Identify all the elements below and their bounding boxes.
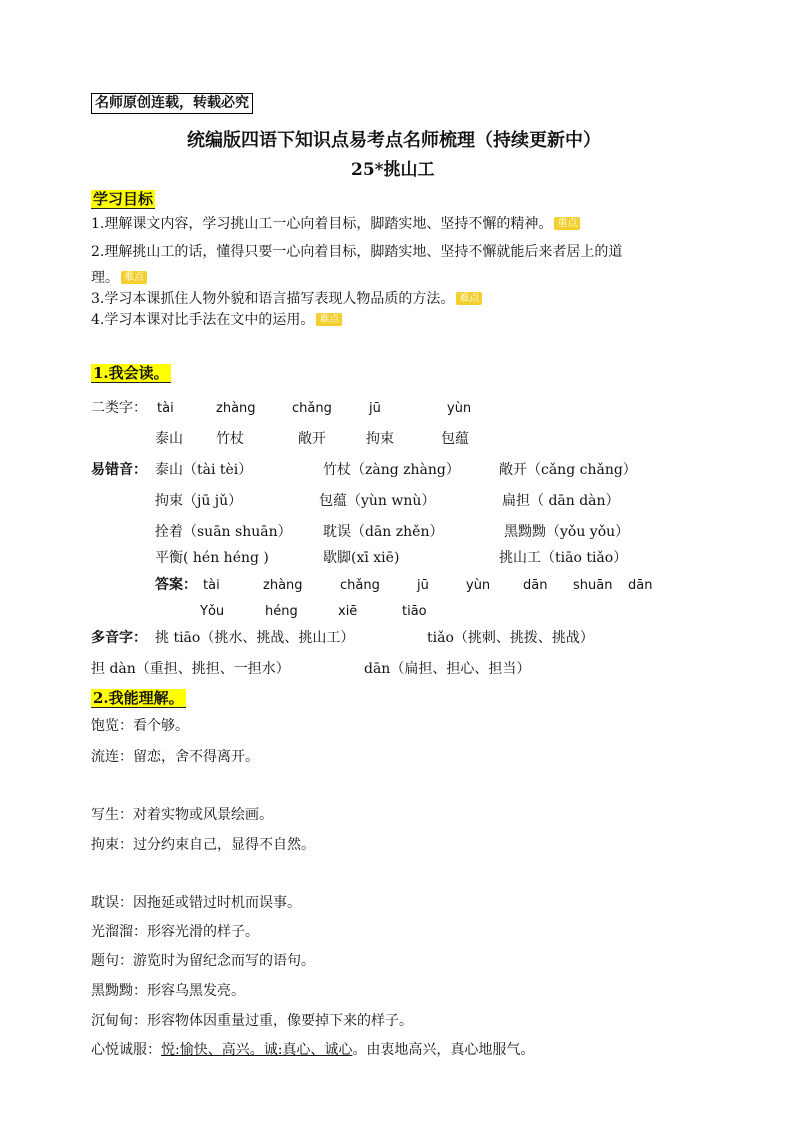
goal-item	[91, 289, 482, 309]
section1-heading	[91, 362, 171, 383]
goal-item	[91, 310, 342, 330]
erlei-pinyin: zhàng	[216, 401, 256, 416]
yicuo-item: 拴着（suān shuān）	[155, 524, 292, 540]
answer-pinyin: xiē	[338, 604, 358, 619]
erlei-word: 拘束	[366, 431, 394, 447]
yicuo-item: 包蕴（yùn wnù）	[319, 493, 436, 509]
definition: 拘束：过分约束自己，显得不自然。	[91, 837, 315, 853]
answer-pinyin: Yǒu	[200, 604, 225, 619]
yicuo-item: 竹杖（zàng zhàng）	[323, 462, 460, 478]
difficult-point-badge: 难点	[316, 313, 342, 326]
answer-pinyin: shuān	[573, 578, 613, 593]
definition-meaning: 。由衷地高兴，真心地服气。	[352, 1042, 535, 1058]
page-title: 统编版四语下知识点易考点名师梳理（持续更新中）	[187, 130, 601, 151]
erlei-pinyin: tài	[157, 401, 174, 416]
answer-pinyin: dān	[628, 578, 653, 593]
yicuo-item: 拘束（jū jǔ）	[155, 493, 243, 509]
definition: 写生：对着实物或风景绘画。	[91, 807, 273, 823]
erlei-pinyin: chǎng	[292, 401, 332, 416]
yicuo-label: 易错音：	[91, 462, 147, 478]
yicuo-item: 歇脚(xī xiē)	[323, 550, 400, 566]
erlei-pinyin: jū	[369, 401, 381, 416]
difficult-point-badge: 难点	[121, 271, 147, 284]
copyright-notice: 名师原创连载，转载必究	[91, 93, 253, 114]
definition: 流连：留恋，舍不得离开。	[91, 749, 259, 765]
answer-pinyin: jū	[417, 578, 429, 593]
goal-item	[91, 242, 622, 262]
definition: 黑黝黝：形容乌黑发亮。	[91, 983, 245, 999]
answer-pinyin: chǎng	[340, 578, 380, 593]
erlei-word: 敞开	[298, 431, 326, 447]
lesson-title: 25*挑山工	[351, 160, 435, 180]
yicuo-item: 泰山（tài tèi）	[155, 462, 253, 478]
yicuo-item: 耽误（dān zhěn）	[323, 524, 444, 540]
definition-underlined: 悦:愉快、高兴。诚:真心、诚心	[161, 1042, 353, 1058]
goal-text: 3.学习本课抓住人物外貌和语言描写表现人物品质的方法。	[91, 291, 455, 307]
goal-text: 2.理解挑山工的话，懂得只要一心向着目标，脚踏实地、坚持不懈就能后来者居上的道	[91, 244, 623, 260]
answer-pinyin: tài	[203, 578, 220, 593]
yicuo-item: 敞开（cǎng chǎng）	[499, 462, 637, 478]
definition-term: 心悦诚服：	[91, 1042, 161, 1058]
goal-text-continued: 理。	[91, 270, 119, 286]
definition: 题句：游览时为留纪念而写的语句。	[91, 953, 315, 969]
answer-label: 答案：	[155, 577, 197, 593]
goal-item	[91, 214, 580, 234]
answer-pinyin: zhàng	[263, 578, 303, 593]
duoyin-label: 多音字：	[91, 630, 147, 646]
definition: 沉甸甸：形容物体因重量过重，像要掉下来的样子。	[91, 1013, 413, 1029]
difficult-point-badge: 难点	[456, 292, 482, 305]
definition-last	[91, 1040, 534, 1060]
definition: 饱览：看个够。	[91, 718, 189, 734]
definition: 耽误：因拖延或错过时机而误事。	[91, 895, 301, 911]
yicuo-item: 黑黝黝（yǒu yǒu）	[504, 524, 630, 540]
duoyin-entry: tiǎo（挑刺、挑拨、挑战）	[427, 630, 594, 646]
yicuo-item: 平衡( hén héng )	[155, 550, 269, 566]
answer-pinyin: tiāo	[402, 604, 427, 619]
definition: 光溜溜：形容光滑的样子。	[91, 924, 259, 940]
erlei-label: 二类字：	[91, 400, 147, 416]
erlei-word: 包蕴	[441, 431, 469, 447]
section2-heading	[91, 687, 186, 708]
yicuo-item: 挑山工（tiāo tiǎo）	[499, 550, 628, 566]
goal-text: 1.理解课文内容，学习挑山工一心向着目标，脚踏实地、坚持不懈的精神。	[91, 216, 553, 232]
goals-heading-label: 学习目标	[93, 190, 154, 208]
section2-heading-label: 2.我能理解。	[93, 689, 184, 707]
yicuo-item: 扁担（ dān dàn）	[502, 493, 620, 509]
answer-pinyin: héng	[265, 604, 298, 619]
erlei-pinyin: yùn	[447, 401, 472, 416]
goals-heading	[91, 188, 155, 209]
duoyin-entry: 挑 tiāo（挑水、挑战、挑山工）	[155, 630, 355, 646]
answer-pinyin: dān	[523, 578, 548, 593]
key-point-badge: 重点	[554, 217, 580, 230]
erlei-word: 竹杖	[216, 431, 244, 447]
goal-item-continued	[91, 268, 147, 288]
duoyin-entry: 担 dàn（重担、挑担、一担水）	[91, 661, 290, 677]
erlei-word: 泰山	[155, 431, 183, 447]
duoyin-entry: dān（扁担、担心、担当）	[364, 661, 531, 677]
section1-heading-label: 1.我会读。	[93, 364, 169, 382]
answer-pinyin: yùn	[466, 578, 491, 593]
goal-text: 4.学习本课对比手法在文中的运用。	[91, 312, 315, 328]
